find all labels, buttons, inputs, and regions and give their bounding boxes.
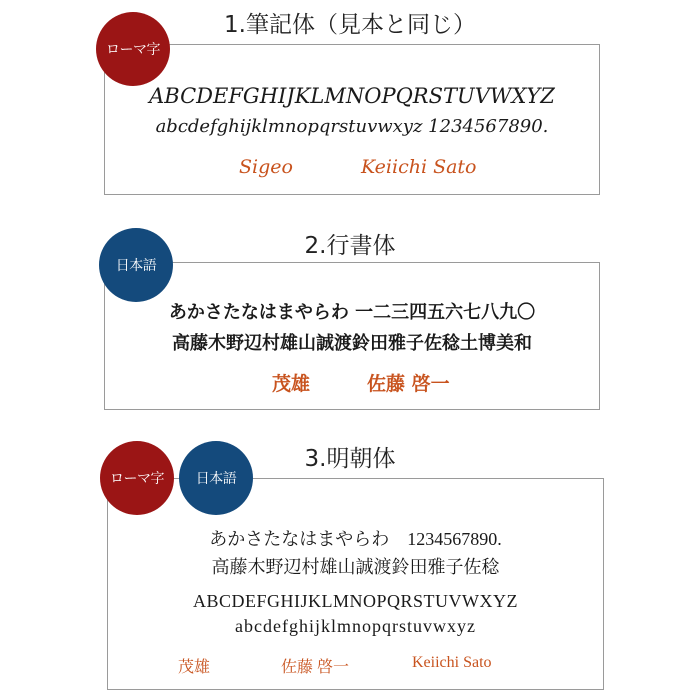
romaji-badge: ローマ字 [100,441,174,515]
section3-kana-sample: あかさたなはまやらわ 1234567890. [209,529,502,549]
section3-lowercase-sample: abcdefghijklmnopqrstuvwxyz [235,616,476,636]
section2-sample-name-full: 佐藤 啓一 [367,373,450,395]
romaji-badge: ローマ字 [96,12,170,86]
section3-sample-name-kanji: 佐藤 啓一 [281,659,350,676]
section1-sample-box [104,44,600,195]
section3-sample-name-romaji: Keiichi Sato [412,654,492,671]
section2-sample-box [104,262,600,410]
section3-kanji-sample: 高藤木野辺村雄山誠渡鈴田雅子佐稔 [211,557,500,577]
section3-sample-box [107,478,604,690]
section1-sample-name-first: Sigeo [239,156,293,178]
section2-kanji-sample: 高藤木野辺村雄山誠渡鈴田雅子佐稔土博美和 [172,333,532,354]
section3-title: 3.明朝体 [304,446,396,472]
section2-kana-sample: あかさたなはまやらわ 一二三四五六七八九〇 [168,302,536,323]
section3-sample-name-first: 茂雄 [178,659,211,676]
section2-sample-name-first: 茂雄 [272,373,311,395]
section1-uppercase-sample: ABCDEFGHIJKLMNOPQRSTUVWXYZ [149,84,555,108]
section3-uppercase-sample: ABCDEFGHIJKLMNOPQRSTUVWXYZ [192,591,518,611]
nihongo-badge: 日本語 [99,228,173,302]
section1-title: 1.筆記体（見本と同じ） [224,12,476,38]
section1-lowercase-sample: abcdefghijklmnopqrstuvwxyz 1234567890. [155,116,549,137]
section1-sample-name-full: Keiichi Sato [361,156,477,178]
section2-title: 2.行書体 [304,233,396,259]
nihongo-badge: 日本語 [179,441,253,515]
